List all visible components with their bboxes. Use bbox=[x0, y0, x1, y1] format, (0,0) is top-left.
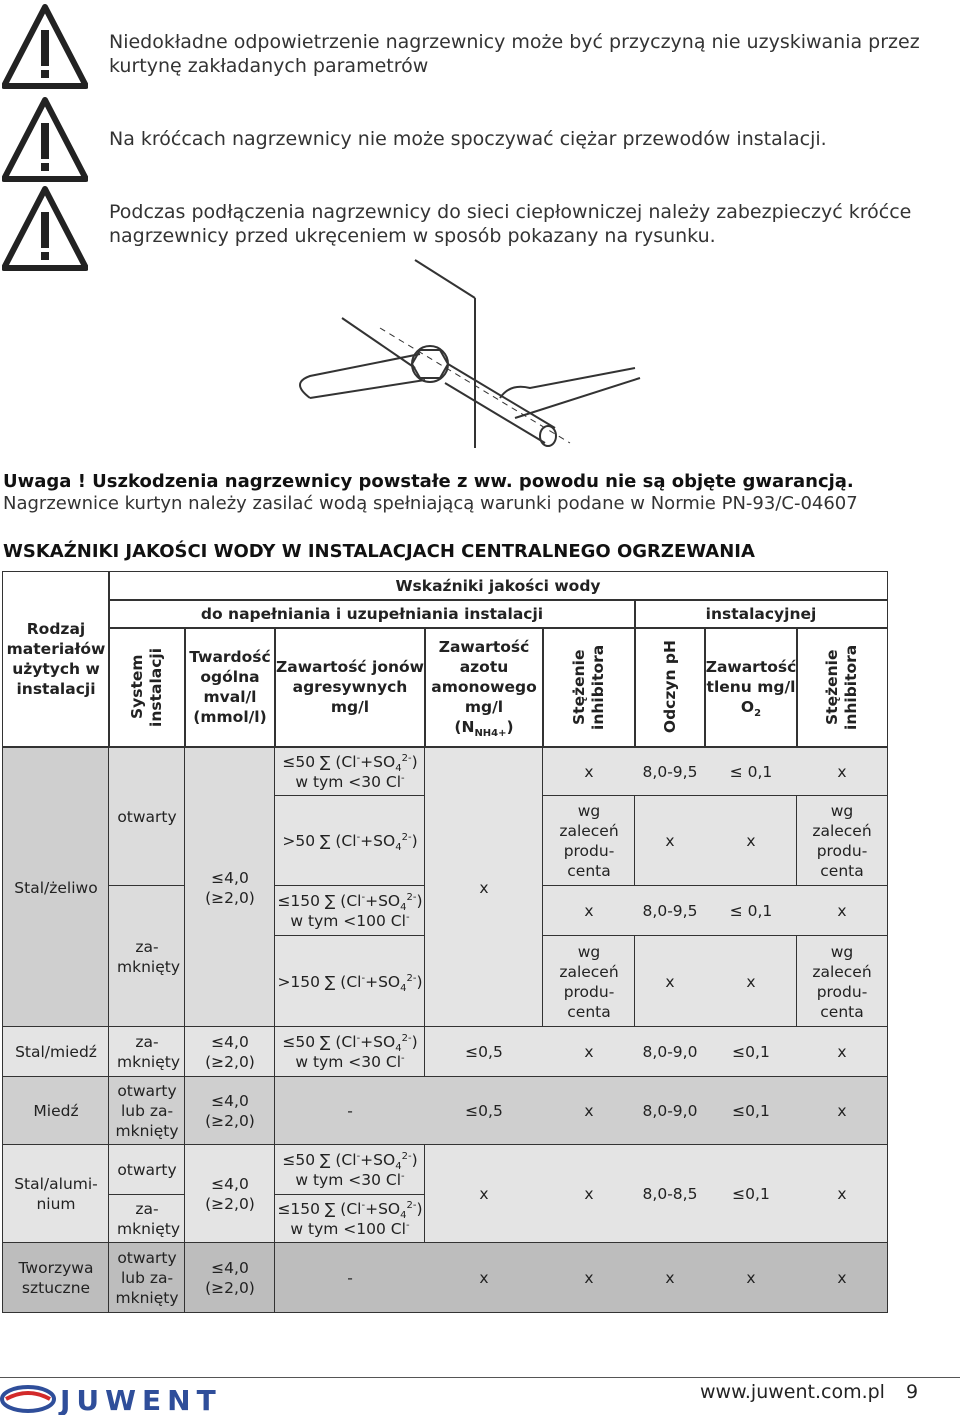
uwaga-note: Uwaga ! Uszkodzenia nagrzewnicy powstałe z ww. powodu nie są objęte gwarancją. bbox=[3, 471, 854, 492]
azot-alu: x bbox=[479, 1185, 489, 1203]
material-tworzywa: Tworzywa sztuczne bbox=[2, 1242, 110, 1313]
o2-tworzywa: x bbox=[746, 1268, 756, 1287]
stez-stal-miedz: x bbox=[584, 1043, 594, 1061]
ph-tworzywa: x bbox=[665, 1268, 675, 1287]
ph-alu: 8,0-8,5 bbox=[642, 1185, 698, 1203]
footer-url: www.juwent.com.pl bbox=[700, 1381, 885, 1403]
warning-text-1: Niedokładne odpowietrzenie nagrzewnicy może być przyczyną nie uzyskiwania przez kurtynę zakładanych parametrów bbox=[109, 31, 920, 77]
twardosc-stal-miedz: ≤4,0 (≥2,0) bbox=[184, 1026, 276, 1078]
system-alu-otwarty: otwarty bbox=[108, 1144, 186, 1196]
row-d-o2: x bbox=[746, 972, 756, 991]
ph-stal-miedz: 8,0-9,0 bbox=[642, 1043, 698, 1061]
warning-text-3: Podczas podłączenia nagrzewnicy do sieci ciepłowniczej należy zabezpieczyć króćce nagrzewnicy przed ukręceniem w sposób pokazany na rysunku. bbox=[109, 201, 912, 247]
row-d-stez: wg zaleceń produ- centa bbox=[542, 935, 636, 1028]
warning-text-2: Na króćcach nagrzewnicy nie może spoczywać ciężar przewodów instalacji. bbox=[109, 128, 827, 150]
azot-miedz: ≤0,5 bbox=[465, 1102, 503, 1120]
row-b-o2: x bbox=[746, 832, 756, 850]
warning-triangle-icon bbox=[2, 186, 88, 272]
row-c-stez: x bbox=[584, 902, 594, 920]
stez2-alu: x bbox=[837, 1185, 847, 1203]
row-c-stez2: x bbox=[837, 902, 847, 920]
row-a-ph: 8,0-9,5 bbox=[642, 763, 698, 781]
row-a-stez: x bbox=[584, 763, 594, 781]
jonow-3: ≤150 ∑ $(Cl^-+SO_4^{2-})$ w tym <100 Cl- bbox=[274, 885, 426, 937]
system-alu-zamkniety: za- mknięty bbox=[108, 1194, 186, 1244]
system-miedz: otwarty lub za- mknięty bbox=[108, 1076, 186, 1146]
azot-tworzywa: x bbox=[479, 1268, 489, 1287]
header-azot: Zawartość azotu amonowego mg/l $(N_{NH4+})$ bbox=[424, 627, 544, 747]
stez2-tworzywa: x bbox=[837, 1268, 847, 1287]
stez-alu: x bbox=[584, 1185, 594, 1203]
header-jonow: Zawartość jonów agresywnych mg/l bbox=[274, 627, 426, 747]
material-stal-miedz: Stal/miedź bbox=[2, 1026, 110, 1078]
header-ph: Odczyn pH bbox=[634, 627, 706, 747]
system-stal-miedz: za- mknięty bbox=[108, 1026, 186, 1078]
stez-miedz: x bbox=[584, 1102, 594, 1120]
row-a-o2: ≤ 0,1 bbox=[729, 763, 773, 781]
header-rodzaj: Rodzaj materiałów użytych w instalacji bbox=[2, 571, 110, 747]
azot-1: x bbox=[424, 747, 544, 1028]
material-miedz: Miedź bbox=[2, 1076, 110, 1146]
header-stezenie-2: Stężenie inhibitora bbox=[796, 627, 888, 747]
row-d-ph: x bbox=[665, 972, 675, 991]
stez2-miedz: x bbox=[837, 1102, 847, 1120]
o2-alu: ≤0,1 bbox=[732, 1185, 770, 1203]
azot-stal-miedz: ≤0,5 bbox=[465, 1043, 503, 1061]
header-stezenie-1: Stężenie inhibitora bbox=[542, 627, 636, 747]
row-b-stez2: wg zaleceń produ- centa bbox=[796, 795, 888, 887]
jonow-stal-miedz: ≤50 ∑ $(Cl^-+SO_4^{2-})$ w tym <30 Cl- bbox=[274, 1026, 426, 1078]
norm-note: Nagrzewnice kurtyn należy zasilać wodą spełniającą warunki podane w Normie PN-93/C-04607 bbox=[3, 493, 858, 514]
warning-triangle-icon bbox=[2, 4, 88, 90]
ph-miedz: 8,0-9,0 bbox=[642, 1102, 698, 1120]
stez2-stal-miedz: x bbox=[837, 1043, 847, 1061]
o2-miedz: ≤0,1 bbox=[732, 1102, 770, 1120]
row-d-stez2: wg zaleceń produ- centa bbox=[796, 935, 888, 1028]
juwent-logo bbox=[0, 1383, 270, 1415]
row-a-stez2: x bbox=[837, 763, 847, 781]
header-fill: do napełniania i uzupełniania instalacji bbox=[108, 599, 636, 629]
footer-divider bbox=[0, 1377, 960, 1378]
svg-text:JUWENT: JUWENT bbox=[60, 1384, 222, 1415]
header-main: Wskaźniki jakości wody bbox=[108, 571, 888, 601]
table-title: WSKAŹNIKI JAKOŚCI WODY W INSTALACJACH CENTRALNEGO OGRZEWANIA bbox=[3, 541, 755, 562]
row-b-ph: x bbox=[665, 832, 675, 850]
system-tworzywa: otwarty lub za- mknięty bbox=[108, 1242, 186, 1313]
material-stal-aluminium: Stal/alumi- nium bbox=[2, 1144, 110, 1244]
row-b-stez: wg zaleceń produ- centa bbox=[542, 795, 636, 887]
page-number: 9 bbox=[906, 1381, 919, 1403]
twardosc-alu: ≤4,0 (≥2,0) bbox=[184, 1144, 276, 1244]
jonow-miedz: - bbox=[347, 1102, 353, 1120]
material-stal-zeliwo: Stal/żeliwo bbox=[2, 747, 110, 1028]
header-inst: instalacyjnej bbox=[634, 599, 888, 629]
jonow-tworzywa: - bbox=[347, 1268, 353, 1287]
stez-tworzywa: x bbox=[584, 1268, 594, 1287]
header-tlen: Zawartość tlenu mg/l $O_2$ bbox=[704, 627, 798, 747]
system-otwarty: otwarty bbox=[108, 747, 186, 887]
o2-stal-miedz: ≤0,1 bbox=[732, 1043, 770, 1061]
jonow-2: >50 ∑ $(Cl^-+SO_4^{2-})$ bbox=[274, 795, 426, 887]
system-zamkniety: za- mknięty bbox=[108, 885, 186, 1028]
wrench-illustration bbox=[280, 258, 660, 458]
jonow-alu-1: ≤50 ∑ $(Cl^-+SO_4^{2-})$ w tym <30 Cl- bbox=[274, 1144, 426, 1196]
header-twardosc: Twardość ogólna mval/l (mmol/l) bbox=[184, 627, 276, 747]
row-c-ph: 8,0-9,5 bbox=[642, 902, 698, 920]
jonow-alu-2: ≤150 ∑ $(Cl^-+SO_4^{2-})$ w tym <100 Cl- bbox=[274, 1194, 426, 1244]
jonow-1: ≤50 ∑ $(Cl^-+SO_4^{2-})$ w tym <30 Cl- bbox=[274, 747, 426, 797]
header-system: System instalacji bbox=[108, 627, 186, 747]
warning-triangle-icon bbox=[2, 97, 88, 183]
twardosc-tworzywa: ≤4,0 (≥2,0) bbox=[184, 1242, 276, 1313]
twardosc-1: ≤4,0 (≥2,0) bbox=[184, 747, 276, 1028]
jonow-4: >150 ∑ $(Cl^-+SO_4^{2-})$ bbox=[274, 935, 426, 1028]
row-c-o2: ≤ 0,1 bbox=[729, 902, 773, 920]
twardosc-miedz: ≤4,0 (≥2,0) bbox=[184, 1076, 276, 1146]
